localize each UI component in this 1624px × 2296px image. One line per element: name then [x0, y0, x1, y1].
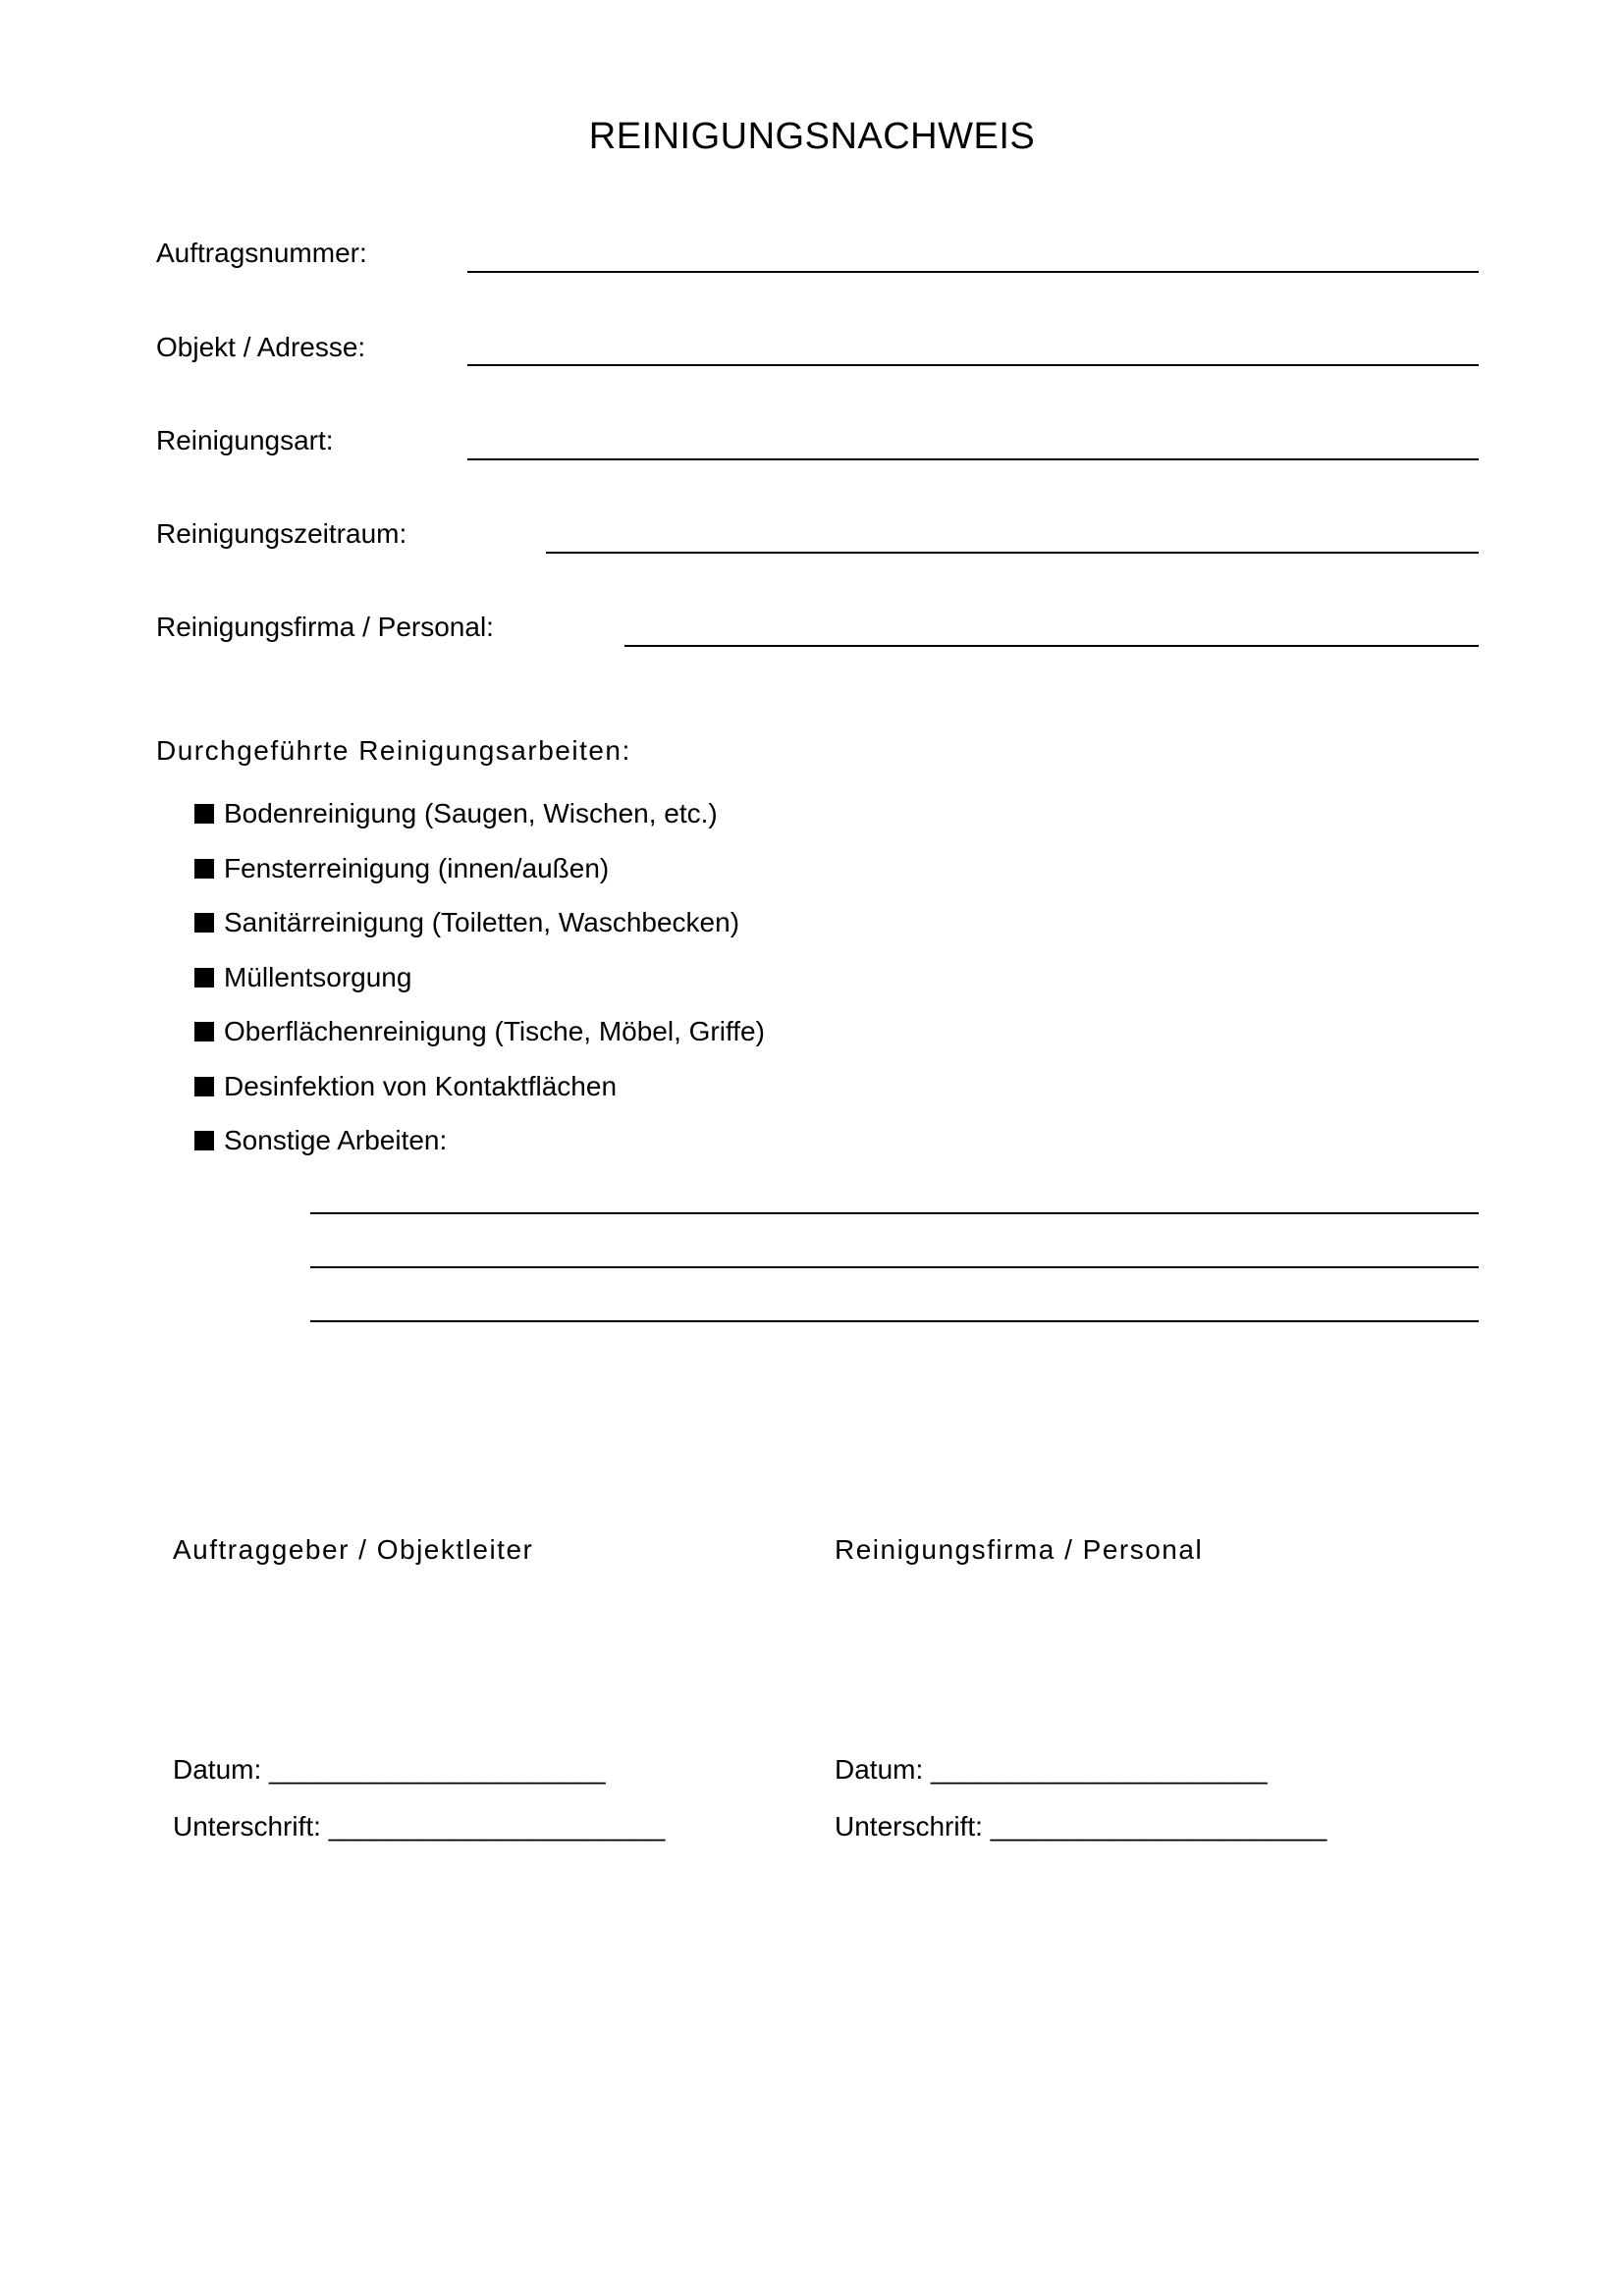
company-signature-heading: Reinigungsfirma / Personal — [835, 1534, 1204, 1565]
task-item[interactable] — [194, 798, 718, 829]
task-label: Sanitärreinigung (Toiletten, Waschbecken) — [224, 907, 740, 937]
task-item[interactable] — [194, 1016, 765, 1047]
cleaning-period-field[interactable] — [546, 552, 1479, 554]
tasks-heading: Durchgeführte Reinigungsarbeiten: — [156, 735, 631, 766]
other-works-line[interactable] — [310, 1320, 1479, 1322]
client-signature-field[interactable]: Unterschrift: ______________________ — [173, 1811, 666, 1842]
company-signature-field[interactable]: Unterschrift: ______________________ — [835, 1811, 1327, 1842]
task-item[interactable] — [194, 962, 411, 993]
cleaning-company-field[interactable] — [624, 645, 1479, 647]
task-label: Oberflächenreinigung (Tische, Möbel, Griffe) — [224, 1016, 765, 1046]
checkbox-icon[interactable] — [194, 1077, 214, 1096]
cleaning-type-field[interactable] — [467, 458, 1479, 460]
checkbox-icon[interactable] — [194, 1022, 214, 1041]
company-date-field[interactable]: Datum: ______________________ — [835, 1754, 1268, 1785]
cleaning-period-label: Reinigungszeitraum: — [156, 518, 407, 549]
checkbox-icon[interactable] — [194, 804, 214, 824]
checkbox-icon[interactable] — [194, 968, 214, 988]
task-label: Fensterreinigung (innen/außen) — [224, 853, 610, 883]
client-signature-heading: Auftraggeber / Objektleiter — [173, 1534, 534, 1565]
checkbox-icon[interactable] — [194, 859, 214, 879]
checkbox-icon[interactable] — [194, 913, 214, 933]
checkbox-icon[interactable] — [194, 1131, 214, 1150]
task-label: Desinfektion von Kontaktflächen — [224, 1071, 618, 1101]
order-number-label: Auftragsnummer: — [156, 238, 367, 268]
other-works-line[interactable] — [310, 1212, 1479, 1214]
other-works-line[interactable] — [310, 1266, 1479, 1268]
task-label: Sonstige Arbeiten: — [224, 1125, 448, 1155]
task-label: Bodenreinigung (Saugen, Wischen, etc.) — [224, 798, 718, 828]
object-address-field[interactable] — [467, 364, 1479, 366]
client-date-field[interactable]: Datum: ______________________ — [173, 1754, 606, 1785]
task-item[interactable] — [194, 853, 609, 884]
order-number-field[interactable] — [467, 271, 1479, 273]
task-item[interactable] — [194, 1071, 617, 1102]
cleaning-type-label: Reinigungsart: — [156, 425, 334, 455]
task-item[interactable] — [194, 907, 739, 938]
page-title: REINIGUNGSNACHWEIS — [588, 116, 1036, 157]
task-label: Müllentsorgung — [224, 962, 412, 992]
cleaning-company-label: Reinigungsfirma / Personal: — [156, 612, 494, 642]
object-address-label: Objekt / Adresse: — [156, 332, 366, 362]
task-item[interactable] — [194, 1125, 447, 1156]
